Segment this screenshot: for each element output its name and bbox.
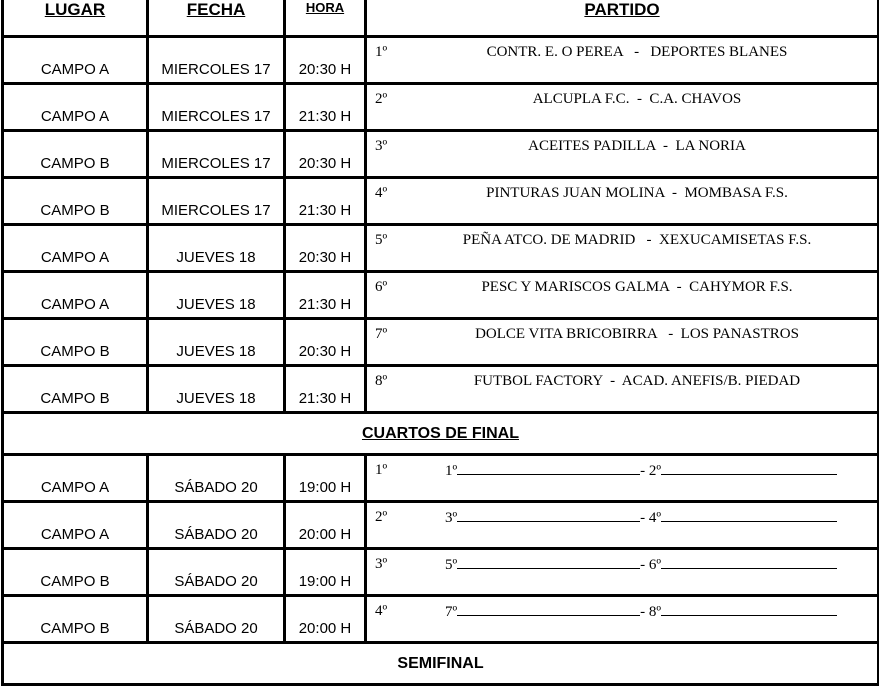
- cell-fecha: JUEVES 18: [148, 319, 285, 366]
- cell-hora: 21:30 H: [285, 178, 366, 225]
- cell-fecha: MIERCOLES 17: [148, 178, 285, 225]
- cell-fecha: JUEVES 18: [148, 272, 285, 319]
- table-row: [3, 84, 879, 131]
- cell-fecha: JUEVES 18: [148, 225, 285, 272]
- cell-fecha: MIERCOLES 17: [148, 131, 285, 178]
- table-row: [3, 366, 879, 413]
- blank-line: [457, 603, 640, 616]
- match-teams: PEÑA ATCO. DE MADRID - XEXUCAMISETAS F.S.: [462, 232, 812, 248]
- cell-hora: 20:30 H: [285, 37, 366, 84]
- cell-partido: [366, 84, 879, 131]
- cell-fecha: MIERCOLES 17: [148, 84, 285, 131]
- blank-line: [661, 556, 837, 569]
- cell-hora: 20:30 H: [285, 225, 366, 272]
- cell-partido: [366, 502, 879, 549]
- cell-partido: [366, 225, 879, 272]
- cell-partido: [366, 455, 879, 502]
- cell-fecha: SÁBADO 20: [148, 549, 285, 596]
- cell-hora: 19:00 H: [285, 549, 366, 596]
- section-row-semifinal: [3, 643, 879, 685]
- cell-hora: 20:00 H: [285, 596, 366, 643]
- blank-line: [457, 509, 640, 522]
- match-number: 5º: [375, 232, 388, 248]
- cell-lugar: CAMPO B: [3, 366, 148, 413]
- match-number: 1º: [375, 44, 388, 60]
- cell-hora: 19:00 H: [285, 455, 366, 502]
- table-row: [3, 596, 879, 643]
- cell-lugar: CAMPO A: [3, 84, 148, 131]
- match-number: 6º: [375, 279, 388, 295]
- cell-fecha: SÁBADO 20: [148, 502, 285, 549]
- cell-partido: [366, 131, 879, 178]
- blank-line: [457, 462, 640, 475]
- cell-lugar: CAMPO A: [3, 455, 148, 502]
- cell-lugar: CAMPO A: [3, 502, 148, 549]
- cell-lugar: CAMPO B: [3, 131, 148, 178]
- qf-match-slots: 5º - 6º: [445, 556, 837, 574]
- match-number: 8º: [375, 373, 388, 389]
- match-teams: PESC Y MARISCOS GALMA - CAHYMOR F.S.: [481, 279, 793, 295]
- cell-lugar: CAMPO A: [3, 225, 148, 272]
- cell-partido: [366, 549, 879, 596]
- cell-partido: [366, 37, 879, 84]
- table-row: [3, 272, 879, 319]
- match-number: 2º: [375, 91, 388, 107]
- match-teams: ACEITES PADILLA - LA NORIA: [528, 138, 746, 154]
- match-teams: CONTR. E. O PEREA - DEPORTES BLANES: [486, 44, 788, 60]
- cell-partido: [366, 272, 879, 319]
- match-number: 3º: [375, 138, 388, 154]
- header-fecha: FECHA: [148, 0, 285, 37]
- cell-fecha: JUEVES 18: [148, 366, 285, 413]
- blank-line: [661, 462, 837, 475]
- cell-lugar: CAMPO A: [3, 37, 148, 84]
- blank-line: [457, 556, 640, 569]
- header-lugar: LUGAR: [3, 0, 148, 37]
- table-row: [3, 225, 879, 272]
- table-row: [3, 178, 879, 225]
- cell-lugar: CAMPO B: [3, 596, 148, 643]
- table-row: [3, 319, 879, 366]
- match-number: 3º: [375, 556, 388, 572]
- table-row: [3, 131, 879, 178]
- section-title-quarterfinals: CUARTOS DE FINAL: [3, 413, 879, 455]
- cell-partido: [366, 319, 879, 366]
- cell-hora: 21:30 H: [285, 366, 366, 413]
- match-teams: DOLCE VITA BRICOBIRRA - LOS PANASTROS: [475, 326, 799, 342]
- table-row: [3, 37, 879, 84]
- header-partido: PARTIDO: [366, 0, 879, 37]
- section-row-quarterfinals: [3, 413, 879, 455]
- table-row: [3, 455, 879, 502]
- match-number: 4º: [375, 603, 388, 619]
- cell-partido: [366, 366, 879, 413]
- cell-lugar: CAMPO B: [3, 549, 148, 596]
- match-teams: ALCUPLA F.C. - C.A. CHAVOS: [532, 91, 742, 107]
- cell-hora: 20:00 H: [285, 502, 366, 549]
- blank-line: [661, 603, 837, 616]
- cell-hora: 21:30 H: [285, 84, 366, 131]
- cell-fecha: SÁBADO 20: [148, 596, 285, 643]
- match-number: 1º: [375, 462, 388, 478]
- cell-lugar: CAMPO B: [3, 178, 148, 225]
- qf-match-slots: 7º - 8º: [445, 603, 837, 621]
- table-row: [3, 549, 879, 596]
- cell-hora: 21:30 H: [285, 272, 366, 319]
- table-row: [3, 502, 879, 549]
- match-teams: FUTBOL FACTORY - ACAD. ANEFIS/B. PIEDAD: [473, 373, 801, 389]
- cell-hora: 20:30 H: [285, 319, 366, 366]
- cell-partido: [366, 178, 879, 225]
- cell-partido: [366, 596, 879, 643]
- section-title-semifinal: SEMIFINAL: [3, 643, 879, 685]
- match-number: 7º: [375, 326, 388, 342]
- qf-match-slots: 3º - 4º: [445, 509, 837, 527]
- header-row: [3, 0, 879, 37]
- cell-fecha: SÁBADO 20: [148, 455, 285, 502]
- schedule-table: [1, 0, 879, 686]
- match-number: 2º: [375, 509, 388, 525]
- header-hora: HORA: [285, 0, 366, 37]
- cell-lugar: CAMPO B: [3, 319, 148, 366]
- match-teams: PINTURAS JUAN MOLINA - MOMBASA F.S.: [486, 185, 788, 201]
- cell-hora: 20:30 H: [285, 131, 366, 178]
- cell-lugar: CAMPO A: [3, 272, 148, 319]
- match-number: 4º: [375, 185, 388, 201]
- cell-fecha: MIERCOLES 17: [148, 37, 285, 84]
- qf-match-slots: 1º - 2º: [445, 462, 837, 480]
- blank-line: [661, 509, 837, 522]
